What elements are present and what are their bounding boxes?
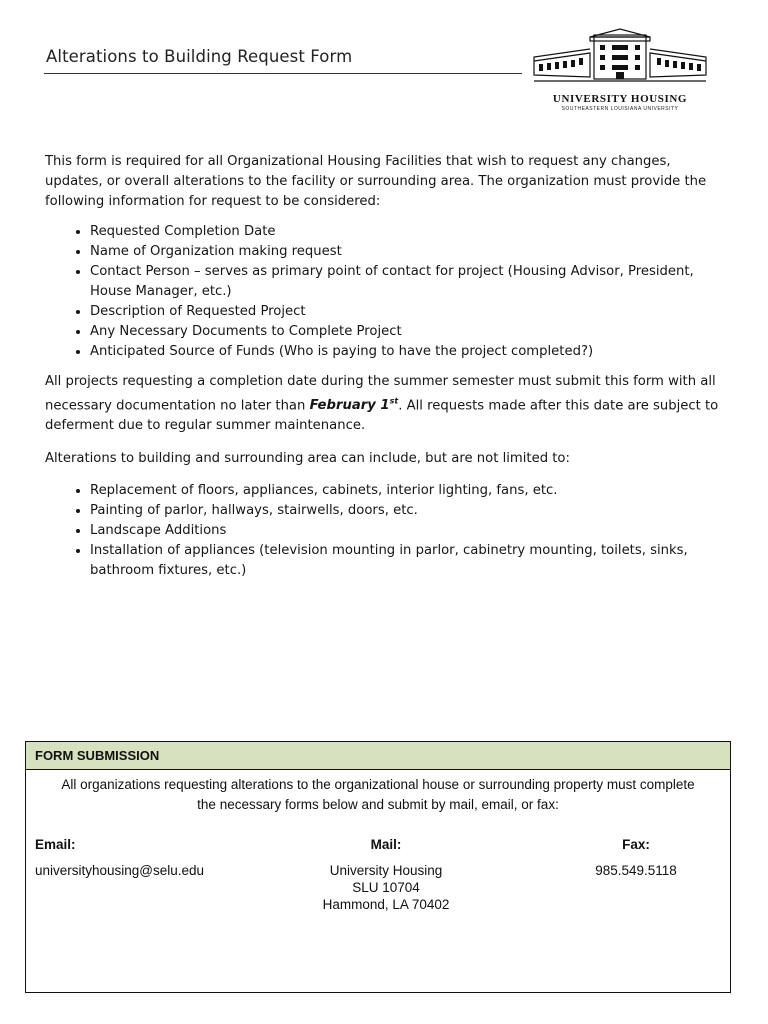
university-housing-logo bbox=[532, 27, 708, 117]
page-title: Alterations to Building Request Form bbox=[46, 47, 353, 66]
deadline-date bbox=[310, 398, 399, 413]
form-submission-heading: FORM SUBMISSION bbox=[26, 742, 730, 770]
fax-label: Fax: bbox=[622, 837, 650, 852]
email-address[interactable]: universityhousing@selu.edu bbox=[35, 863, 205, 878]
email-label: Email: bbox=[35, 837, 76, 852]
form-submission-box bbox=[25, 741, 731, 993]
fax-number: 985.549.5118 bbox=[595, 863, 677, 878]
alterations-list bbox=[45, 481, 725, 581]
mail-address-line: Hammond, LA 70402 bbox=[322, 897, 450, 912]
list-item: • Painting of parlor, hallways, stairwells, doors, etc. bbox=[90, 501, 725, 521]
requirements-list bbox=[45, 222, 725, 362]
alterations-intro: Alterations to building and surrounding area can include, but are not limited to: bbox=[45, 451, 570, 467]
list-item: • Replacement of floors, appliances, cabinets, interior lighting, fans, etc. bbox=[90, 481, 725, 501]
deadline-text-after: . All requests made after this date are subject to deferment due to regular summer maintenance. bbox=[45, 398, 719, 434]
list-item: • Installation of appliances (television mounting in parlor, cabinetry mounting, toilets, sinks, bathroom fixtures, etc.) bbox=[90, 541, 725, 581]
email-column bbox=[35, 836, 204, 879]
logo-subtitle: SOUTHEASTERN LOUISIANA UNIVERSITY bbox=[561, 106, 679, 112]
title-underline bbox=[44, 73, 522, 74]
list-item: • Any Necessary Documents to Complete Project bbox=[90, 322, 725, 342]
list-item: • Landscape Additions bbox=[90, 521, 725, 541]
deadline-date-suffix: st bbox=[389, 397, 399, 406]
building-icon bbox=[532, 27, 708, 93]
mail-label: Mail: bbox=[370, 837, 402, 852]
list-item: • Requested Completion Date bbox=[90, 222, 725, 242]
deadline-text-before: All projects requesting a completion date during the summer semester must submit this form with all necessary documentation no later than bbox=[45, 374, 716, 414]
form-submission-intro: All organizations requesting alterations to the organizational house or surrounding property must complete the necessary forms below and submit by mail, email, or fax: bbox=[61, 777, 695, 812]
mail-column bbox=[286, 836, 486, 913]
list-item: • Name of Organization making request bbox=[90, 242, 725, 262]
body-content bbox=[45, 152, 725, 591]
list-item: • Contact Person – serves as primary point of contact for project (Housing Advisor, President, House Manager, etc.) bbox=[90, 262, 725, 302]
deadline-paragraph bbox=[45, 372, 725, 436]
logo-name: UNIVERSITY HOUSING bbox=[552, 93, 688, 105]
list-item: • Anticipated Source of Funds (Who is paying to have the project completed?) bbox=[90, 342, 725, 362]
intro-paragraph: This form is required for all Organizational Housing Facilities that wish to request any changes, updates, or overall alterations to the facility or surrounding area. The organization must provide the following information for request to be considered: bbox=[45, 154, 707, 209]
list-item: • Description of Requested Project bbox=[90, 302, 725, 322]
mail-address-line: SLU 10704 bbox=[352, 880, 420, 895]
mail-address-line: University Housing bbox=[329, 863, 443, 878]
fax-column bbox=[586, 836, 686, 879]
deadline-date-main: February 1 bbox=[309, 398, 390, 414]
